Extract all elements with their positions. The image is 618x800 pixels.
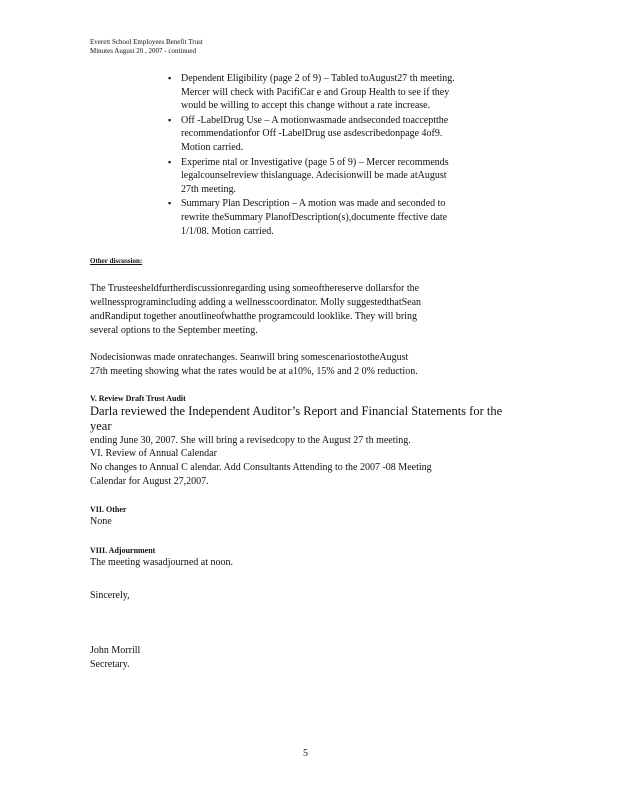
section-heading: V. Review Draft Trust Audit: [90, 394, 186, 403]
list-item: [168, 72, 520, 113]
bullet-icon: ▪: [168, 198, 172, 209]
bullet-line: Mercer will check with PacifiCar e and Group Health to see if they: [181, 86, 450, 98]
bullet-icon: ▪: [168, 156, 172, 167]
signer-name: John Morrill: [90, 645, 141, 656]
bullet-line: rewrite theSummary PlanofDescription(s),documente ffective date: [181, 211, 448, 223]
section-line: Calendar for August 27,2007.: [90, 476, 209, 487]
bullet-line: would be willing to accept this change without a rate increase.: [181, 100, 431, 112]
section-vi: [90, 447, 520, 489]
heading-text: Other discussion:: [90, 257, 143, 265]
section-line: ending June 30, 2007. She will bring a revisedcopy to the August 27 th meeting.: [90, 435, 411, 446]
page-number: 5: [303, 748, 308, 759]
list-item: [168, 156, 520, 197]
section-heading: VII. Other: [90, 505, 127, 514]
discussion-paragraph-1: [90, 282, 520, 338]
bullet-line: Off -LabelDrug Use – A motionwasmade andseconded toacceptthe: [181, 114, 449, 126]
bullet-line: Dependent Eligibility (page 2 of 9) – Tabled toAugust27 th meeting.: [181, 73, 455, 84]
section-heading: [90, 256, 520, 266]
paragraph-line: Nodecisionwas made onratechanges. Seanwill bring somescenariostotheAugust: [90, 352, 409, 363]
section-body: The meeting wasadjourned at noon.: [90, 557, 234, 568]
bullet-line: Summary Plan Description – A motion was made and seconded to: [181, 198, 446, 210]
paragraph-line: 27th meeting showing what the rates would be at a10%, 15% and 2 0% reduction.: [90, 366, 418, 377]
discussion-paragraph-2: [90, 351, 520, 379]
bullet-line: Experime ntal or Investigative (page 5 of 9) – Mercer recommends: [181, 156, 449, 168]
other-discussion-section: [90, 256, 520, 266]
paragraph-line: The Trusteesheldfurtherdiscussionregarding using someofthereserve dollarsfor the: [90, 283, 420, 294]
bullet-line: 1/1/08. Motion carried.: [181, 225, 274, 237]
section-line: Darla reviewed the Independent Auditor’s Report and Financial Statements for the year: [90, 404, 503, 433]
bullet-icon: ▪: [168, 114, 172, 125]
section-line: No changes to Annual C alendar. Add Consultants Attending to the 2007 -08 Meeting: [90, 462, 432, 473]
section-viii: [90, 546, 520, 570]
bullet-line: legalcounselreview thislanguage. Adecisionwill be made atAugust: [181, 170, 447, 182]
header-title: Everett School Employees Benefit Trust: [90, 38, 203, 46]
section-body: None: [90, 516, 112, 527]
section-heading: VI. Review of Annual Calendar: [90, 448, 217, 459]
signer-title: Secretary.: [90, 659, 130, 670]
header-subtitle: Minutes August 20 , 2007 - continued: [90, 47, 196, 55]
section-v: [90, 394, 520, 448]
section-vii: [90, 505, 520, 529]
paragraph-line: several options to the September meeting.: [90, 325, 258, 336]
list-item: [168, 197, 520, 238]
salutation: Sincerely,: [90, 590, 130, 601]
bullet-line: Motion carried.: [181, 141, 244, 153]
page-header: [90, 38, 203, 56]
paragraph-line: wellnessprogramincluding adding a wellnesscoordinator. Molly suggestedthatSean: [90, 297, 422, 308]
signature-block: [90, 644, 520, 672]
paragraph-line: andRandiput together anoutlineofwhatthe programcould looklike. They will bring: [90, 311, 417, 322]
motion-bullet-list: [168, 72, 520, 239]
section-heading: VIII. Adjournment: [90, 546, 156, 555]
bullet-icon: ▪: [168, 73, 172, 83]
bullet-line: 27th meeting.: [181, 183, 236, 195]
list-item: [168, 114, 520, 155]
bullet-line: recommendationfor Off -LabelDrug use asdescribedonpage 4of9.: [181, 128, 443, 140]
closing-salutation: [90, 589, 520, 603]
